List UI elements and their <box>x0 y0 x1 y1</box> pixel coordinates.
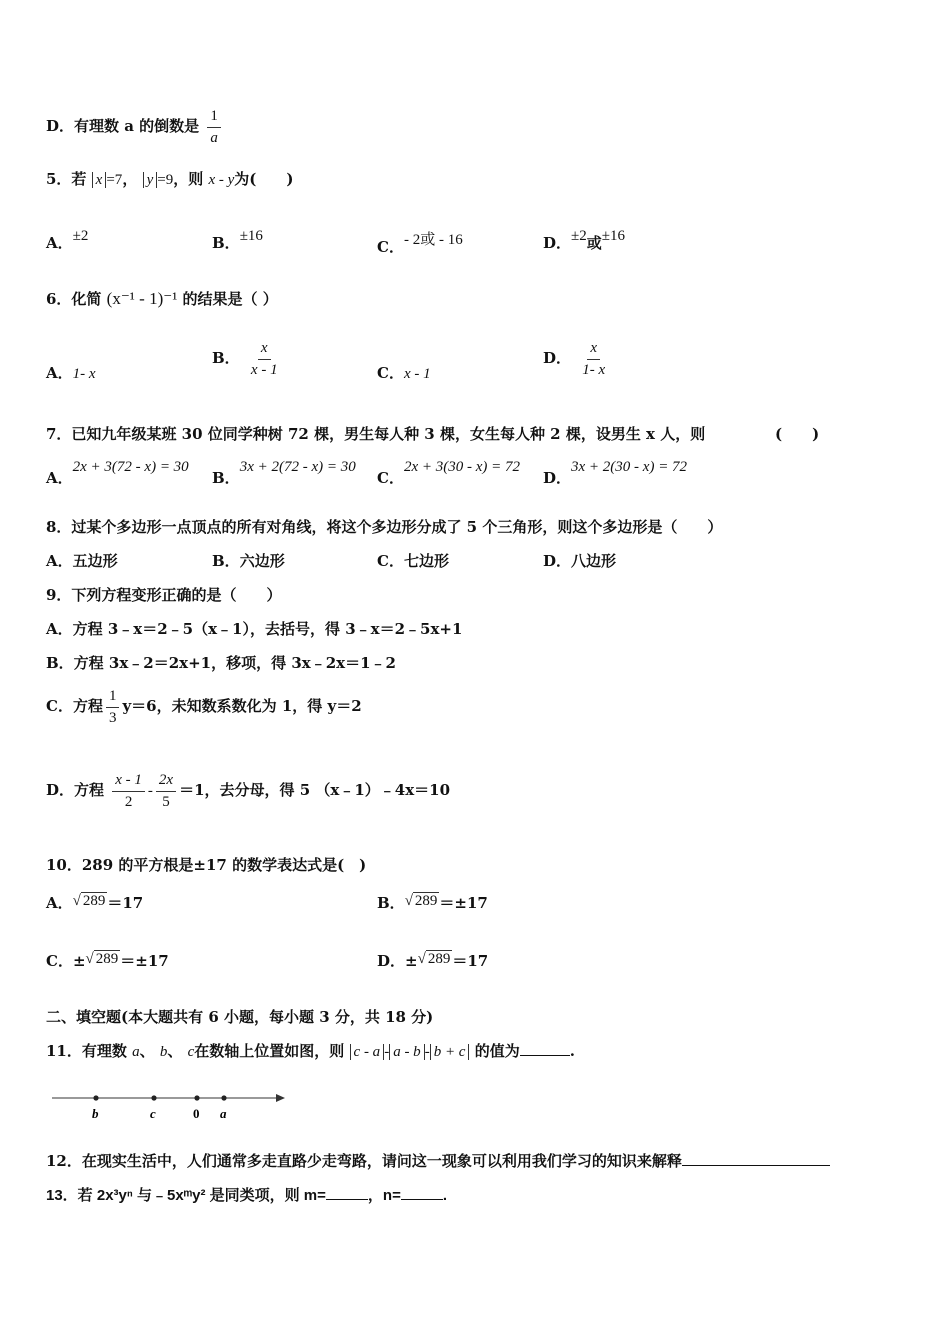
q5-option-a: A．±2 <box>46 228 89 252</box>
q4-option-d-label: D．有理数 a 的倒数是 <box>46 117 200 135</box>
question-11-stem: 11．有理数 a、 b、 c在数轴上位置如图，则 c - a - a - b - b + c 的值为 . <box>46 1042 575 1060</box>
section-2-heading: 二、填空题(本大题共有 6 小题，每小题 3 分，共 18 分) <box>46 1008 434 1026</box>
arrow-icon <box>276 1094 285 1102</box>
q13-blank-m <box>326 1185 368 1200</box>
label-b: b <box>92 1106 99 1121</box>
question-5-stem: 5．若 x =7， y =9，则 x - y为( ) <box>46 170 294 188</box>
q12-answer-blank <box>682 1151 830 1166</box>
q7-option-d: D．3x + 2(30 - x) = 72 <box>543 459 688 487</box>
q8-option-d: D．八边形 <box>543 552 617 570</box>
q7-option-a: A．2x + 3(72 - x) = 30 <box>46 459 189 487</box>
label-zero: 0 <box>193 1106 200 1121</box>
q10-option-b: B．√ 289 ＝±17 <box>377 893 488 912</box>
q10-option-a: A．√ 289 ＝17 <box>46 893 144 912</box>
question-10-stem: 10．289 的平方根是±17 的数学表达式是( ) <box>46 856 367 874</box>
q10-option-c: C．±√ 289 ＝±17 <box>46 951 169 970</box>
q10-option-d: D．±√ 289 ＝17 <box>377 951 489 970</box>
question-12-stem: 12．在现实生活中，人们通常多走直路少走弯路，请问这一现象可以利用我们学习的知识来解释 <box>46 1150 830 1171</box>
q6-option-d: D． $\frac{x}{1- x}$ <box>543 340 606 378</box>
q11-answer-blank <box>520 1041 570 1056</box>
q9-option-a: A．方程 3﹣x＝2﹣5（x﹣1），去括号，得 3﹣x＝2﹣5x+1 <box>46 620 463 638</box>
point-a <box>221 1095 226 1100</box>
q9-option-b: B．方程 3x﹣2＝2x+1，移项，得 3x﹣2x＝1﹣2 <box>46 654 396 672</box>
q5-option-d: D．±2或±16 <box>543 228 625 252</box>
question-7-stem: 7．已知九年级某班 30 位同学种树 72 棵，男生每人种 3 棵，女生每人种 2 棵，设男生 x 人，则 <box>46 425 706 443</box>
q7-option-b: B．3x + 2(72 - x) = 30 <box>212 459 356 487</box>
point-zero <box>194 1095 199 1100</box>
q6-option-b: B． $\frac{x}{x - 1}$ <box>212 340 278 378</box>
label-a: a <box>220 1106 227 1121</box>
q6-option-c: C．x - 1 <box>377 364 431 382</box>
reciprocal-fraction: $\frac{1}{a}$ <box>207 108 221 146</box>
label-c: c <box>150 1106 156 1121</box>
q4-option-d <box>46 108 224 146</box>
number-line <box>50 1087 290 1123</box>
point-c <box>151 1095 156 1100</box>
q13-blank-n <box>401 1185 443 1200</box>
question-7-paren: ( ) <box>775 425 820 443</box>
question-13-stem: 13．若 2x³yⁿ 与﹣5xᵐy² 是同类项，则 m= ，n= . <box>46 1187 448 1204</box>
q8-option-b: B．六边形 <box>212 552 285 570</box>
q7-option-c: C．2x + 3(30 - x) = 72 <box>377 459 520 487</box>
q9-option-c: C．方程 $\frac{1}{3}$ y＝6，未知数系数化为 1，得 y＝2 <box>46 688 362 726</box>
q9-option-d: D．方程 $\frac{x - 1}{2}$ - $\frac{2x}{5}$ ＝1，去分母，得 5 （x﹣1）﹣4x＝10 <box>46 772 451 810</box>
question-6-stem: 6．化简 (x⁻¹ - 1)⁻¹ 的结果是（ ） <box>46 289 278 308</box>
point-b <box>93 1095 98 1100</box>
question-9-stem: 9．下列方程变形正确的是（ ） <box>46 586 282 604</box>
q5-option-b: B．±16 <box>212 228 263 252</box>
q5-option-c: C．- 2或 - 16 <box>377 232 463 256</box>
q6-option-a: A．1- x <box>46 364 96 382</box>
q8-option-a: A．五边形 <box>46 552 118 570</box>
question-8-stem: 8．过某个多边形一点顶点的所有对角线，将这个多边形分成了 5 个三角形，则这个多边形是（ ） <box>46 518 723 536</box>
q8-option-c: C．七边形 <box>377 552 449 570</box>
